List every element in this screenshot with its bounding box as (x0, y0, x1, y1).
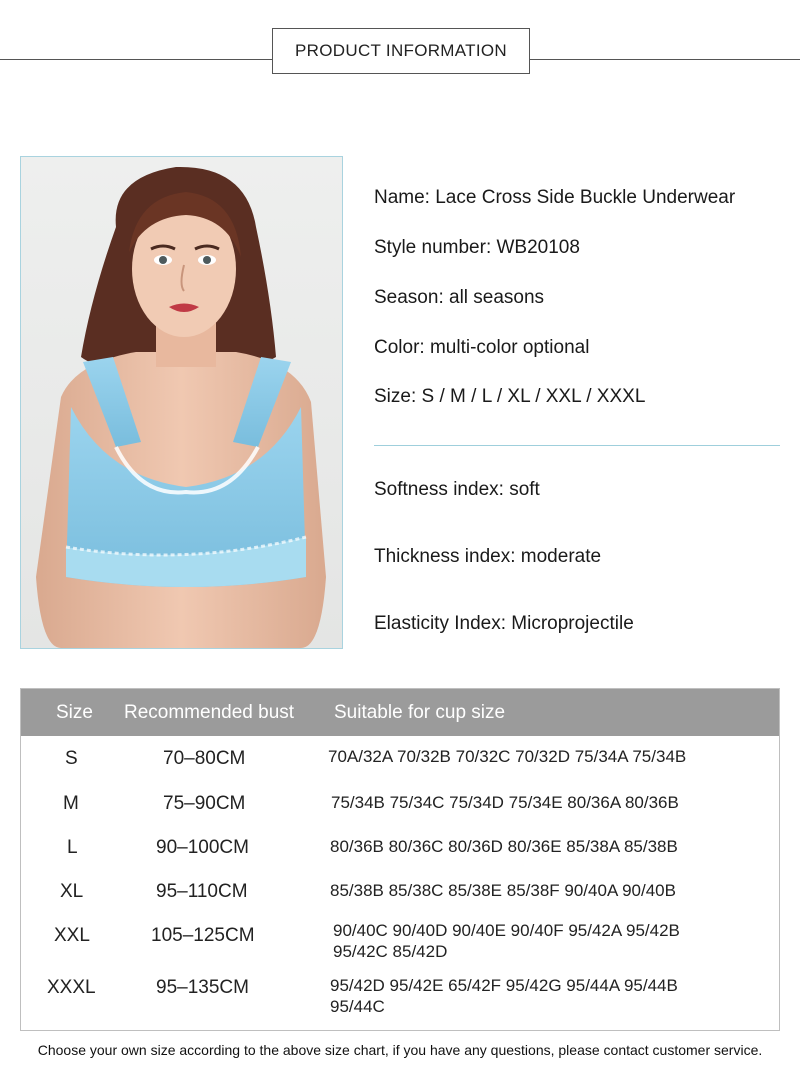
row-size: M (63, 793, 79, 814)
row-bust: 90–100CM (156, 837, 249, 858)
row-cup: 80/36B 80/36C 80/36D 80/36E 85/38A 85/38B (330, 837, 678, 856)
elasticity-index: Elasticity Index: Microprojectile (374, 613, 634, 634)
row-cup: 70A/32A 70/32B 70/32C 70/32D 75/34A 75/34B (328, 747, 687, 766)
row-size: S (65, 748, 78, 769)
size-chart-table (20, 688, 780, 1031)
info-divider (374, 445, 780, 446)
footer-note: Choose your own size according to the above size chart, if you have any questions, please contact customer service. (37, 1042, 763, 1058)
row-cup: 85/38B 85/38C 85/38E 85/38F 90/40A 90/40B (330, 881, 676, 900)
header-size: Size (56, 702, 93, 723)
row-cup: 90/40C 90/40D 90/40E 90/40F 95/42A 95/42B (333, 921, 680, 940)
row-size: L (67, 837, 78, 858)
thickness-index: Thickness index: moderate (374, 546, 602, 567)
row-cup: 95/42D 95/42E 65/42F 95/42G 95/44A 95/44B (330, 976, 678, 995)
softness-index: Softness index: soft (374, 479, 540, 500)
season: Season: all seasons (374, 287, 545, 308)
product-photo (20, 156, 343, 649)
product-name: Name: Lace Cross Side Buckle Underwear (374, 187, 736, 208)
row-cup-cont: 95/42C 85/42D (333, 942, 448, 961)
row-bust: 95–110CM (156, 881, 248, 902)
row-size: XXL (54, 925, 90, 946)
row-bust: 105–125CM (151, 925, 255, 946)
row-size: XL (60, 881, 84, 902)
row-bust: 70–80CM (163, 748, 246, 769)
row-cup-cont: 95/44C (330, 997, 385, 1016)
row-size: XXXL (47, 977, 96, 998)
table-header (21, 689, 779, 736)
row-bust: 75–90CM (163, 793, 246, 814)
header-cup: Suitable for cup size (334, 702, 506, 723)
row-bust: 95–135CM (156, 977, 249, 998)
header-bust: Recommended bust (124, 702, 295, 723)
size-list: Size: S / M / L / XL / XXL / XXXL (374, 386, 646, 407)
style-number: Style number: WB20108 (374, 237, 580, 258)
color-option: Color: multi-color optional (374, 337, 590, 358)
section-title: PRODUCT INFORMATION (272, 28, 530, 74)
row-cup: 75/34B 75/34C 75/34D 75/34E 80/36A 80/36B (331, 793, 679, 812)
